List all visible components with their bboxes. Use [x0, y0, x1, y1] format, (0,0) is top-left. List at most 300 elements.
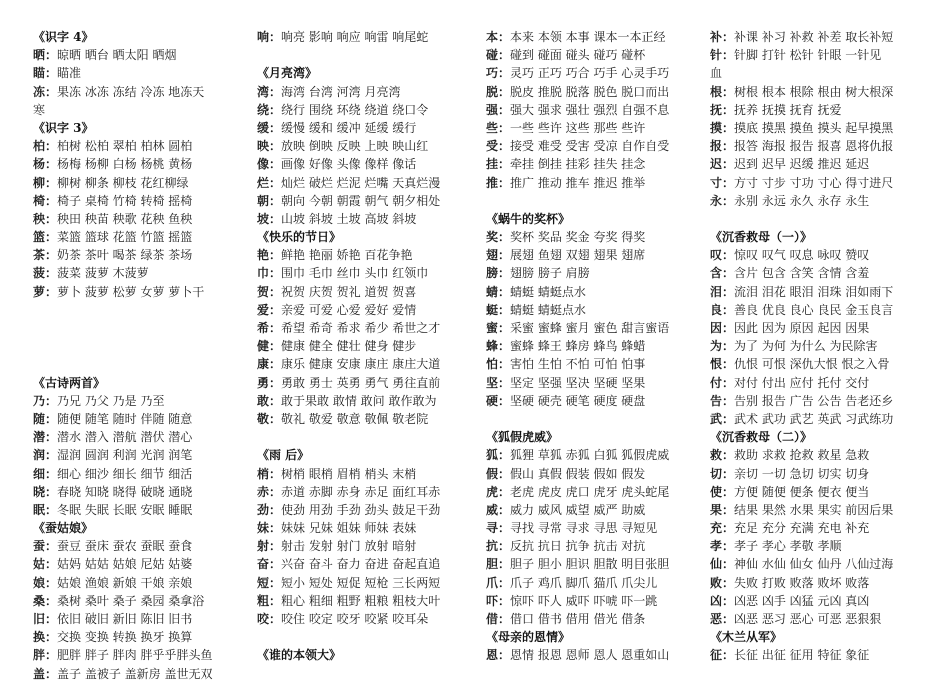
word-list: 灿烂 破烂 烂泥 烂嘴 天真烂漫 [281, 175, 441, 190]
word-list: 善良 优良 良心 良民 金玉良言 [734, 302, 894, 317]
word-entry [486, 446, 701, 464]
character-head: 坡： [257, 211, 282, 226]
word-entry [486, 28, 701, 46]
character-head: 报： [710, 139, 735, 154]
word-entry [486, 264, 701, 282]
lesson-title-text: 《母亲的恩情》 [486, 630, 571, 645]
word-entry [710, 592, 942, 610]
word-entry [710, 410, 942, 428]
character-head: 湾： [257, 84, 282, 99]
word-list: 蜻蜓 蜻蜓点水 [510, 284, 586, 299]
word-entry [257, 519, 477, 537]
word-entry [486, 64, 701, 82]
word-entry [486, 501, 701, 519]
word-entry [257, 283, 477, 301]
word-list: 山坡 斜坡 土坡 高坡 斜坡 [281, 211, 417, 226]
lesson-title-text: 《沉香救母（二）》 [710, 430, 813, 445]
word-entry [486, 355, 701, 373]
word-list: 细心 细沙 细长 细节 细活 [57, 466, 193, 481]
character-head: 咬： [257, 612, 282, 626]
column-2 [257, 28, 477, 665]
character-head: 威： [486, 502, 511, 517]
word-list: 柳树 柳条 柳枝 花红柳绿 [57, 175, 189, 190]
character-head: 假： [486, 466, 511, 481]
word-list: 海湾 台湾 河湾 月亮湾 [281, 84, 401, 99]
character-head: 告： [710, 393, 735, 408]
character-head: 良： [710, 302, 735, 317]
word-list: 害怕 生怕 不怕 可怕 怕事 [510, 357, 646, 372]
character-head: 蜜： [486, 321, 511, 335]
word-list: 本来 本领 本事 课本一本正经 [510, 30, 666, 44]
word-list: 结果 果然 水果 果实 前因后果 [734, 502, 894, 517]
character-head: 梢： [257, 466, 282, 481]
character-head: 换： [33, 630, 58, 645]
column-3 [486, 28, 701, 665]
character-head: 绕： [257, 102, 282, 117]
character-head: 根： [710, 84, 735, 99]
lesson-title [486, 210, 701, 228]
lesson-title [257, 64, 477, 82]
lesson-title [486, 628, 701, 646]
word-list: 树梢 眼梢 眉梢 梢头 末梢 [281, 466, 417, 481]
word-entry [33, 101, 245, 119]
character-head: 蜻： [486, 284, 511, 299]
character-head: 永： [710, 193, 735, 208]
word-list: 咬住 咬定 咬牙 咬紧 咬耳朵 [281, 612, 429, 626]
word-entry [710, 465, 942, 483]
column-4 [710, 28, 942, 665]
character-head: 巾： [257, 266, 282, 281]
word-entry [710, 337, 942, 355]
word-entry [710, 501, 942, 519]
word-entry [257, 501, 477, 519]
word-list: 湿润 圆润 利润 光润 润笔 [57, 448, 193, 463]
word-entry [486, 392, 701, 410]
word-entry [710, 46, 942, 64]
word-list: 充足 充分 充满 充电 补充 [734, 521, 870, 536]
word-entry [710, 355, 942, 373]
word-list: 孝子 孝心 孝敬 孝顺 [734, 539, 842, 554]
word-entry [33, 483, 245, 501]
word-list: 康乐 健康 安康 康庄 康庄大道 [281, 357, 441, 372]
word-entry [486, 374, 701, 392]
character-head: 本： [486, 30, 511, 44]
word-entry [710, 574, 942, 592]
word-list: 凶恶 恶习 恶心 可恶 恶狠狠 [734, 612, 882, 626]
lesson-title-text: 《古诗两首》 [33, 375, 106, 390]
word-list: 为了 为何 为什么 为民除害 [734, 339, 878, 354]
word-list: 灵巧 正巧 巧合 巧手 心灵手巧 [510, 66, 670, 81]
character-head: 姑： [33, 557, 58, 572]
word-entry [33, 465, 245, 483]
word-entry [33, 228, 245, 246]
word-list: 强大 强求 强壮 强烈 自强不息 [510, 102, 670, 117]
word-list: 寒 [33, 102, 46, 117]
character-head: 柳： [33, 175, 58, 190]
character-head: 怕： [486, 357, 511, 372]
character-head: 艳： [257, 248, 282, 263]
word-list: 围巾 毛巾 丝巾 头巾 红领巾 [281, 266, 429, 281]
word-list: 永别 永远 永久 永存 永生 [734, 193, 870, 208]
lesson-title [33, 374, 245, 392]
word-entry [710, 101, 942, 119]
lesson-title-text: 《识字 3》 [33, 120, 94, 135]
lesson-title [710, 228, 942, 246]
word-entry [257, 374, 477, 392]
word-list: 蜻蜓 蜻蜓点水 [510, 302, 586, 317]
word-entry [710, 64, 942, 82]
character-head: 使： [710, 484, 735, 499]
word-list: 柏树 松柏 翠柏 柏林 圆柏 [57, 139, 193, 154]
word-list: 使劲 用劲 手劲 劲头 鼓足干劲 [281, 502, 441, 517]
word-entry [33, 210, 245, 228]
word-entry [257, 355, 477, 373]
word-entry [33, 428, 245, 446]
word-entry [710, 555, 942, 573]
word-list: 爪子 鸡爪 脚爪 猫爪 爪尖儿 [510, 575, 658, 590]
lesson-title-text: 《谁的本领大》 [257, 648, 342, 663]
word-entry [710, 483, 942, 501]
word-list: 桑树 桑叶 桑子 桑园 桑拿浴 [57, 593, 205, 608]
word-entry [33, 283, 245, 301]
word-list: 树根 根本 根除 根由 树大根深 [734, 84, 894, 99]
word-list: 朝向 今朝 朝霞 朝气 朝夕相处 [281, 193, 441, 208]
word-list: 姑娘 渔娘 新娘 干娘 亲娘 [57, 575, 193, 590]
character-head: 针： [710, 48, 735, 63]
character-head: 旧： [33, 612, 58, 627]
word-list: 果冻 冰冻 冻结 冷冻 地冻天 [57, 84, 205, 99]
word-list: 流泪 泪花 眼泪 泪珠 泪如雨下 [734, 284, 894, 299]
word-entry [257, 301, 477, 319]
character-head: 烂： [257, 175, 282, 190]
word-list: 惊吓 吓人 威吓 吓唬 吓一跳 [510, 593, 658, 608]
word-list: 菠菜 菠萝 木菠萝 [57, 266, 149, 281]
word-list: 牵挂 倒挂 挂彩 挂失 挂念 [510, 157, 646, 172]
lesson-title-text: 《木兰从军》 [710, 630, 783, 645]
word-entry [710, 119, 942, 137]
word-list: 抚养 抚摸 抚育 抚爱 [734, 102, 842, 117]
character-head: 粗： [257, 593, 282, 608]
word-list: 失败 打败 败落 败坏 败落 [734, 575, 870, 590]
word-entry [33, 246, 245, 264]
character-head: 抗： [486, 539, 511, 554]
lesson-title-text: 《识字 4》 [33, 30, 94, 44]
word-list: 寻找 寻常 寻求 寻思 寻短见 [510, 521, 658, 536]
spacer [33, 301, 245, 374]
word-entry [710, 537, 942, 555]
character-head: 乃： [33, 393, 58, 408]
character-head: 狐： [486, 448, 511, 463]
word-entry [33, 155, 245, 173]
character-head: 救： [710, 448, 735, 463]
word-list: 兴奋 奋斗 奋力 奋进 奋起直追 [281, 557, 441, 572]
character-head: 吓： [486, 593, 511, 608]
word-list: 含片 包含 含笑 含情 含羞 [734, 266, 870, 281]
word-list: 晾晒 晒台 晒太阳 晒烟 [57, 48, 177, 63]
lesson-title [257, 228, 477, 246]
word-entry [33, 174, 245, 192]
character-head: 眠： [33, 502, 58, 517]
character-head: 晒： [33, 48, 58, 63]
character-head: 桑： [33, 593, 58, 608]
lesson-title-text: 《狐假虎威》 [486, 430, 559, 445]
word-entry [33, 665, 245, 683]
word-entry [710, 519, 942, 537]
character-head: 奋： [257, 557, 282, 572]
character-head: 补： [710, 30, 735, 44]
word-entry [33, 64, 245, 82]
character-head: 虎： [486, 484, 511, 499]
word-list: 敢于果敢 敢情 敢问 敢作敢为 [281, 393, 437, 408]
word-list: 赤道 赤脚 赤身 赤足 面红耳赤 [281, 484, 441, 499]
word-entry [33, 555, 245, 573]
word-list: 迟到 迟早 迟缓 推迟 延迟 [734, 157, 870, 172]
character-head: 膀： [486, 266, 511, 281]
character-head: 恨： [710, 357, 735, 372]
word-list: 恩情 报恩 恩师 恩人 恩重如山 [510, 648, 670, 663]
word-entry [710, 283, 942, 301]
word-entry [33, 446, 245, 464]
word-list: 瞄准 [57, 66, 82, 81]
character-head: 胖： [33, 648, 58, 663]
lesson-title [33, 119, 245, 137]
spacer [257, 628, 477, 646]
lesson-title-text: 《快乐的节日》 [257, 230, 342, 245]
word-list: 长征 出征 征用 特征 象征 [734, 648, 870, 663]
word-entry [33, 646, 245, 664]
word-entry [257, 210, 477, 228]
character-head: 为： [710, 339, 735, 354]
lesson-title-text: 《蚕姑娘》 [33, 521, 94, 536]
word-entry [33, 392, 245, 410]
word-entry [257, 264, 477, 282]
word-list: 狐狸 草狐 赤狐 白狐 狐假虎威 [510, 448, 670, 463]
word-entry [486, 337, 701, 355]
word-list: 惊叹 叹气 叹息 咏叹 赞叹 [734, 248, 870, 263]
word-list: 蜜蜂 蜂王 蜂房 蜂鸟 蜂蜡 [510, 339, 646, 354]
character-head: 妹： [257, 521, 282, 536]
character-head: 碰： [486, 48, 511, 63]
character-head: 付： [710, 375, 735, 390]
character-head: 瞄： [33, 66, 58, 81]
word-list: 方便 随便 便条 便衣 便当 [734, 484, 870, 499]
character-head: 武： [710, 411, 735, 426]
word-entry [486, 537, 701, 555]
word-entry [33, 192, 245, 210]
word-entry [33, 574, 245, 592]
word-list: 老虎 虎皮 虎口 虎牙 虎头蛇尾 [510, 484, 670, 499]
spacer [710, 210, 942, 228]
character-head: 细： [33, 466, 58, 481]
word-list: 依旧 破旧 新旧 陈旧 旧书 [57, 612, 193, 627]
word-list: 画像 好像 头像 像样 像话 [281, 157, 417, 172]
word-list: 一些 些许 这些 那些 些许 [510, 120, 646, 135]
word-list: 潜水 潜入 潜航 潜伏 潜心 [57, 430, 193, 445]
word-list: 奖杯 奖品 奖金 夸奖 得奖 [510, 230, 646, 245]
word-list: 肥胖 胖子 胖肉 胖乎乎胖头鱼 [57, 648, 213, 663]
word-entry [33, 410, 245, 428]
word-entry [257, 155, 477, 173]
word-list: 随便 随笔 随时 伴随 随意 [57, 411, 193, 426]
word-list: 血 [710, 66, 723, 81]
lesson-title [33, 28, 245, 46]
character-head: 强： [486, 102, 511, 117]
character-head: 硬： [486, 393, 511, 408]
character-head: 柏： [33, 139, 58, 154]
word-entry [257, 483, 477, 501]
word-list: 敬礼 敬爱 敬意 敬佩 敬老院 [281, 411, 429, 426]
character-head: 推： [486, 175, 511, 190]
word-entry [710, 155, 942, 173]
word-entry [486, 483, 701, 501]
word-list: 借口 借书 借用 借光 借条 [510, 612, 646, 626]
character-head: 赤： [257, 484, 282, 499]
word-list: 姑妈 姑姑 姑娘 尼姑 姑婆 [57, 557, 193, 572]
word-entry [257, 410, 477, 428]
character-head: 随： [33, 411, 58, 426]
word-list: 乃兄 乃父 乃是 乃至 [57, 393, 165, 408]
word-entry [257, 28, 477, 46]
word-entry [486, 646, 701, 664]
spacer [257, 428, 477, 446]
lesson-title-text: 《蜗牛的奖杯》 [486, 211, 571, 226]
word-entry [257, 592, 477, 610]
character-head: 征： [710, 648, 735, 663]
word-list: 胆子 胆小 胆识 胆散 明目张胆 [510, 557, 670, 572]
word-list: 凶恶 凶手 凶猛 元凶 真凶 [734, 593, 870, 608]
word-entry [486, 155, 701, 173]
character-head: 菠： [33, 266, 58, 281]
word-list: 蚕豆 蚕床 蚕农 蚕眠 蚕食 [57, 539, 193, 554]
word-entry [486, 174, 701, 192]
word-list: 妹妹 兄妹 姐妹 师妹 表妹 [281, 521, 417, 536]
word-list: 碰到 碰面 碰头 碰巧 碰杯 [510, 48, 646, 63]
character-head: 勇： [257, 375, 282, 390]
word-list: 冬眠 失眠 长眠 安眠 睡眠 [57, 502, 193, 517]
character-head: 敢： [257, 393, 282, 408]
word-list: 菜篮 篮球 花篮 竹篮 摇篮 [57, 230, 193, 245]
word-entry [33, 501, 245, 519]
word-list: 反抗 抗日 抗争 抗击 对抗 [510, 539, 646, 554]
character-head: 篮： [33, 230, 58, 245]
word-entry [486, 574, 701, 592]
word-list: 杨梅 杨柳 白杨 杨桃 黄杨 [57, 157, 193, 172]
word-entry [486, 555, 701, 573]
column-1 [33, 28, 245, 683]
character-head: 朝： [257, 193, 282, 208]
word-list: 假山 真假 假装 假如 假发 [510, 466, 646, 481]
word-entry [257, 337, 477, 355]
lesson-title-text: 《沉香救母（一）》 [710, 230, 813, 245]
word-entry [486, 319, 701, 337]
word-entry [33, 137, 245, 155]
word-entry [710, 446, 942, 464]
word-entry [486, 137, 701, 155]
character-head: 寸： [710, 175, 735, 190]
word-list: 接受 难受 受害 受凉 自作自受 [510, 139, 670, 154]
character-head: 切： [710, 466, 735, 481]
word-entry [710, 301, 942, 319]
word-list: 坚定 坚强 坚决 坚硬 坚果 [510, 375, 646, 390]
word-entry [257, 246, 477, 264]
word-list: 翅膀 膀子 肩膀 [510, 266, 590, 281]
word-list: 因此 因为 原因 起因 因果 [734, 321, 870, 335]
word-entry [257, 465, 477, 483]
word-list: 粗心 粗细 粗野 粗粮 粗枝大叶 [281, 593, 441, 608]
word-list: 萝卜 菠萝 松萝 女萝 萝卜干 [57, 284, 205, 299]
character-head: 恩： [486, 648, 511, 663]
word-entry [257, 101, 477, 119]
word-list: 展翅 鱼翅 双翅 翅果 翅席 [510, 248, 646, 263]
word-entry [257, 137, 477, 155]
word-entry [710, 83, 942, 101]
character-head: 坚： [486, 375, 511, 390]
character-head: 萝： [33, 284, 58, 299]
character-head: 败： [710, 575, 735, 590]
word-list: 针脚 打针 松针 针眼 一针见 [734, 48, 882, 63]
character-head: 寻： [486, 521, 511, 536]
word-entry [486, 46, 701, 64]
word-entry [257, 174, 477, 192]
word-list: 亲爱 可爱 心爱 爱好 爱情 [281, 302, 417, 317]
character-head: 泪： [710, 284, 735, 299]
spacer [486, 192, 701, 210]
word-entry [486, 228, 701, 246]
word-entry [33, 264, 245, 282]
character-head: 晓： [33, 484, 58, 499]
word-entry [710, 28, 942, 46]
word-entry [33, 610, 245, 628]
word-entry [257, 574, 477, 592]
word-entry [486, 610, 701, 628]
word-entry [486, 101, 701, 119]
character-head: 仙： [710, 557, 735, 572]
lesson-title-text: 《雨 后》 [257, 448, 310, 463]
character-head: 果： [710, 502, 735, 517]
character-head: 含： [710, 266, 735, 281]
word-list: 椅子 桌椅 竹椅 转椅 摇椅 [57, 193, 193, 208]
word-list: 武术 武功 武艺 英武 习武练功 [734, 411, 894, 426]
word-entry [257, 537, 477, 555]
word-list: 交换 变换 转换 换牙 换算 [57, 630, 193, 645]
word-entry [486, 519, 701, 537]
word-list: 推广 推动 推车 推迟 推举 [510, 175, 646, 190]
word-entry [710, 374, 942, 392]
character-head: 孝： [710, 539, 735, 554]
character-head: 盖： [33, 666, 58, 681]
word-entry [257, 392, 477, 410]
character-head: 康： [257, 357, 282, 372]
character-head: 迟： [710, 157, 735, 172]
word-list: 勇敢 勇士 英勇 勇气 勇往直前 [281, 375, 441, 390]
word-entry [710, 174, 942, 192]
character-head: 希： [257, 321, 282, 335]
lesson-title-text: 《月亮湾》 [257, 66, 318, 81]
word-list: 健康 健全 健壮 健身 健步 [281, 339, 417, 354]
word-list: 报答 海报 报告 报喜 恩将仇报 [734, 139, 894, 154]
word-list: 盖子 盖被子 盖新房 盖世无双 [57, 666, 213, 681]
word-entry [257, 119, 477, 137]
word-entry [257, 192, 477, 210]
word-entry [710, 319, 942, 337]
character-head: 像： [257, 157, 282, 172]
character-head: 短： [257, 575, 282, 590]
spacer [486, 410, 701, 428]
word-entry [710, 192, 942, 210]
word-list: 威力 威风 威望 威严 助威 [510, 502, 646, 517]
character-head: 凶： [710, 593, 735, 608]
word-list: 绕行 围绕 环绕 绕道 绕口令 [281, 102, 429, 117]
